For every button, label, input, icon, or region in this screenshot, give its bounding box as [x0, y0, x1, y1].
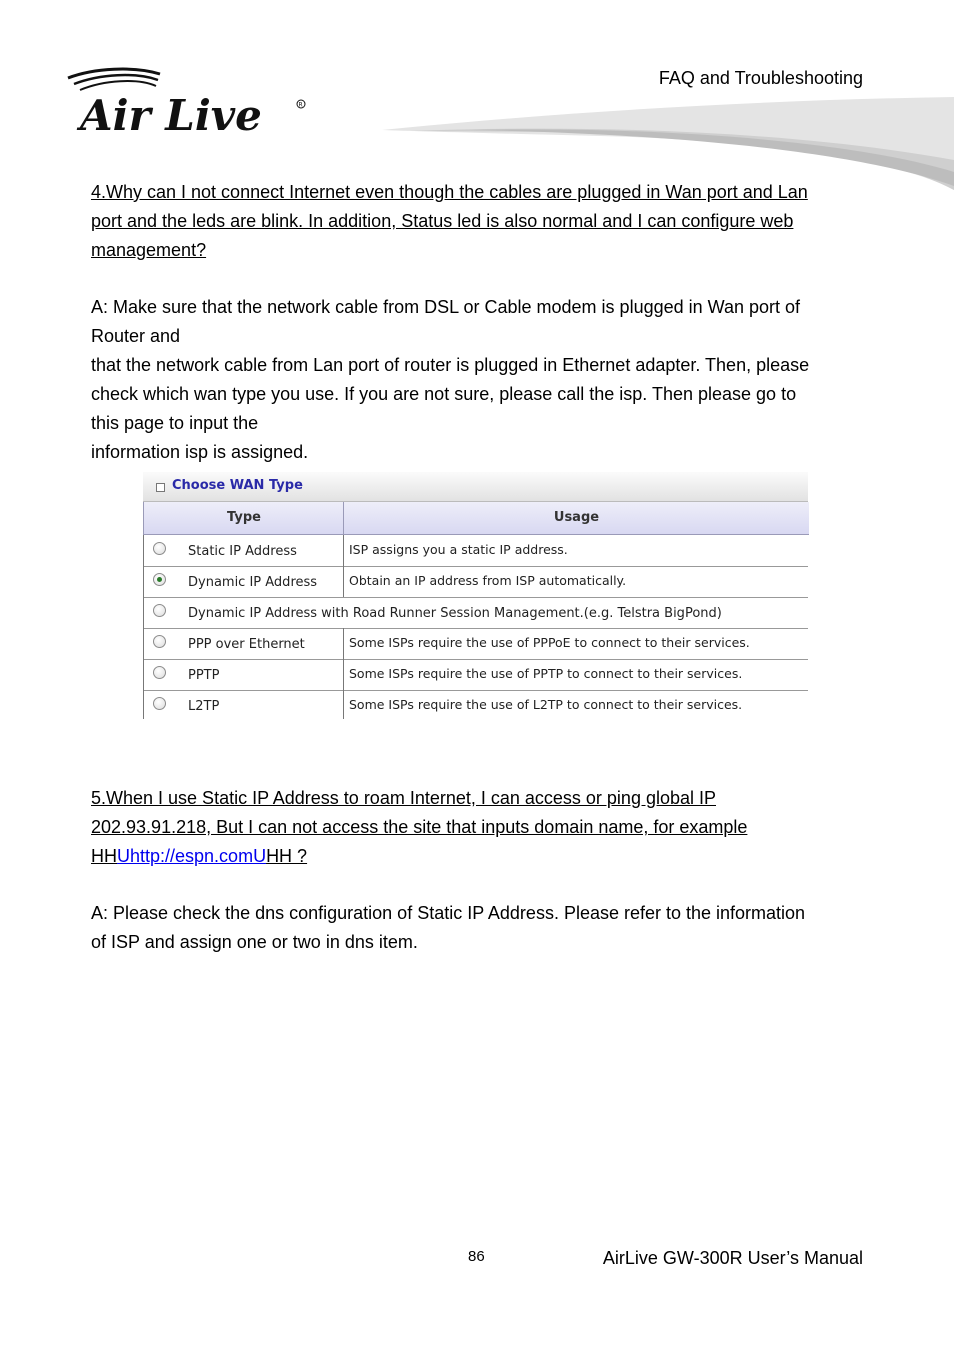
- wan-type-label: Dynamic IP Address with Road Runner Session Management.(e.g. Telstra BigPond): [188, 606, 722, 621]
- wan-type-label: PPTP: [188, 668, 220, 683]
- q5-answer-line: of ISP and assign one or two in dns item.: [91, 932, 418, 952]
- airlive-logo: [64, 66, 310, 136]
- wan-usage-text: Some ISPs require the use of L2TP to connect to their services.: [349, 697, 743, 712]
- wan-type-table: [143, 472, 808, 719]
- wan-usage-text: ISP assigns you a static IP address.: [349, 542, 568, 557]
- column-header-usage: Usage: [343, 502, 809, 535]
- column-header-type: Type: [143, 502, 344, 535]
- espn-link[interactable]: Uhttp://espn.comU: [117, 846, 267, 866]
- panel-square-icon: [156, 483, 165, 492]
- q4-answer: [91, 293, 871, 467]
- svg-text:Air Live: Air Live: [80, 91, 262, 136]
- page-number: 86: [468, 1248, 485, 1265]
- wan-type-label: L2TP: [188, 699, 220, 714]
- q4-answer-line: this page to input the: [91, 413, 259, 433]
- svg-text:R: R: [298, 101, 303, 109]
- q4-title-line: management?: [91, 240, 207, 260]
- q5-title-line: 5.When I use Static IP Address to roam Internet, I can access or ping global IP: [91, 788, 716, 808]
- q5-answer: [91, 899, 871, 957]
- radio-road-runner[interactable]: [153, 604, 166, 617]
- wan-usage-text: Some ISPs require the use of PPPoE to connect to their services.: [349, 635, 750, 650]
- wan-row-pptp: [143, 659, 808, 691]
- wan-row-road-runner: [143, 597, 808, 629]
- radio-static-ip[interactable]: [153, 542, 166, 555]
- wan-row-pppoe: [143, 628, 808, 660]
- q5-title-line: [91, 842, 747, 871]
- header-section-title: FAQ and Troubleshooting: [658, 68, 863, 88]
- q4-title-line: 4.Why can I not connect Internet even though the cables are plugged in Wan port and Lan: [91, 182, 808, 202]
- radio-l2tp[interactable]: [153, 697, 166, 710]
- radio-pptp[interactable]: [153, 666, 166, 679]
- q4-answer-line: A: Make sure that the network cable from DSL or Cable modem is plugged in Wan port of: [91, 297, 801, 317]
- wan-type-label: Static IP Address: [188, 544, 297, 559]
- wan-usage-text: Obtain an IP address from ISP automatically.: [349, 573, 627, 588]
- q5-title-suffix: HH ?: [266, 846, 308, 866]
- wan-type-label: Dynamic IP Address: [188, 575, 318, 590]
- wan-table-title: Choose WAN Type: [172, 478, 303, 493]
- wan-type-label: PPP over Ethernet: [188, 637, 305, 652]
- manual-title: AirLive GW-300R User’s Manual: [602, 1248, 863, 1268]
- wan-row-dynamic: [143, 566, 808, 598]
- q4-title: [91, 178, 808, 265]
- q5-title-prefix: HH: [91, 846, 117, 866]
- q4-answer-line: information isp is assigned.: [91, 442, 309, 462]
- radio-dynamic-ip[interactable]: [153, 573, 166, 586]
- q5-title-line: 202.93.91.218, But I can not access the site that inputs domain name, for example: [91, 817, 748, 837]
- q4-answer-line: Router and: [91, 326, 181, 346]
- radio-pppoe[interactable]: [153, 635, 166, 648]
- q4-answer-line: check which wan type you use. If you are not sure, please call the isp. Then please go to: [91, 384, 797, 404]
- q4-title-line: port and the leds are blink. In addition, Status led is also normal and I can configure web: [91, 211, 794, 231]
- wan-table-header: [143, 472, 808, 502]
- q5-answer-line: A: Please check the dns configuration of Static IP Address. Please refer to the information: [91, 903, 806, 923]
- wan-row-static: [143, 535, 808, 567]
- q4-answer-line: that the network cable from Lan port of router is plugged in Ethernet adapter. Then, please: [91, 355, 810, 375]
- wan-usage-text: Some ISPs require the use of PPTP to connect to their services.: [349, 666, 743, 681]
- q5-title: [91, 784, 747, 871]
- wan-row-l2tp: [143, 690, 808, 719]
